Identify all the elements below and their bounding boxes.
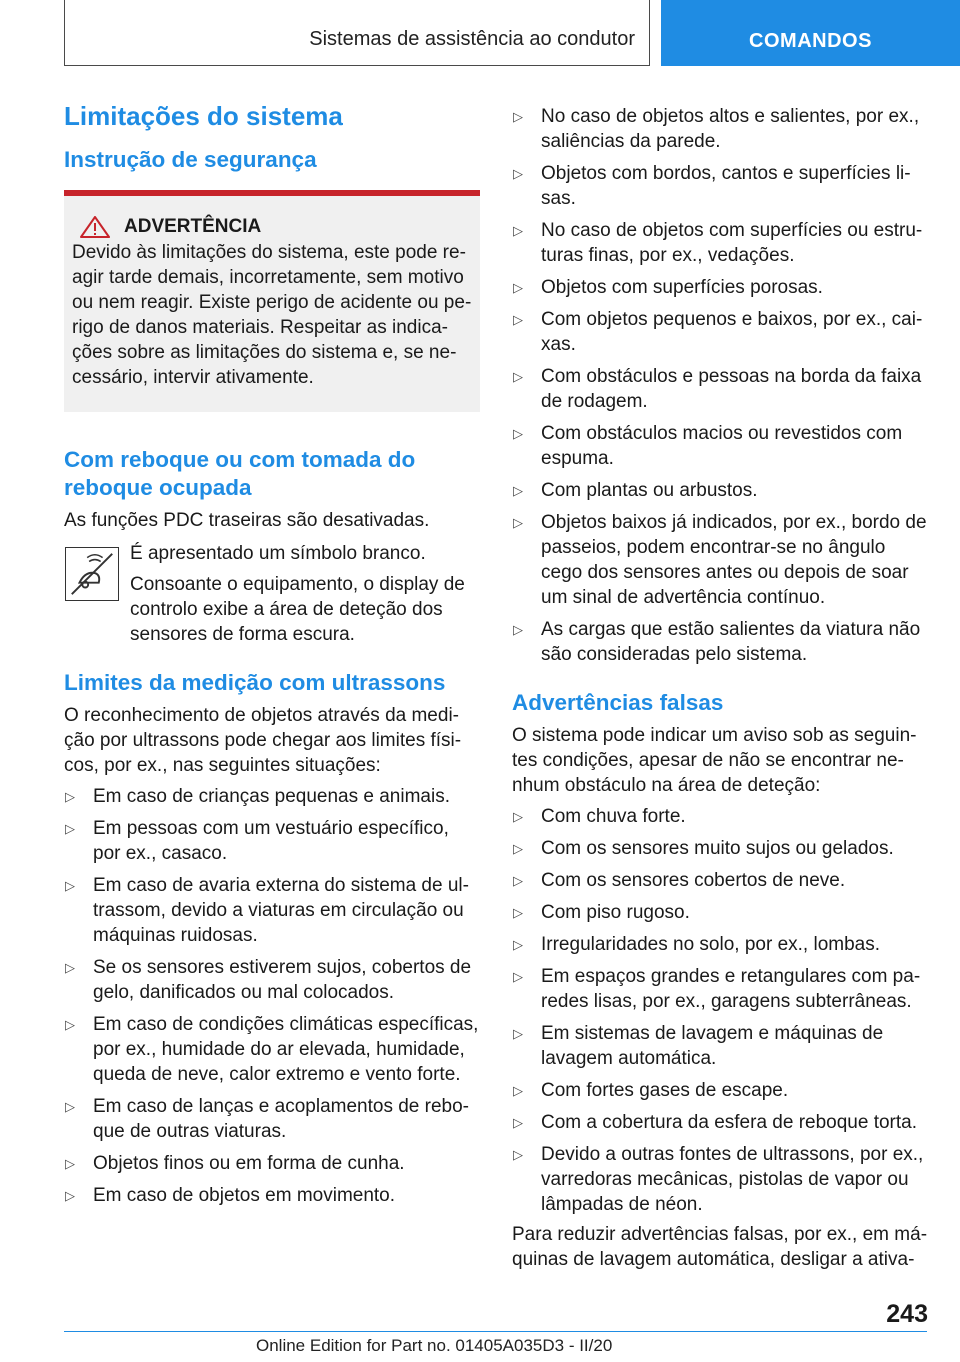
- list-item: [512, 868, 927, 893]
- page-number: 243: [886, 1300, 928, 1328]
- list-item: [512, 804, 927, 829]
- list-item-text: Objetos com superfícies porosas.: [541, 277, 823, 298]
- list-item: [64, 1151, 480, 1176]
- list-item-text: Objetos baixos já indicados, por ex., bordo de passeios, podem encontrar-se no ângulo cego dos sensores antes ou depois de soar um sinal de advertência contínuo.: [541, 512, 927, 608]
- list-item-text: Em caso de lanças e acoplamentos de reboque de outras viaturas.: [93, 1096, 469, 1142]
- list-item-text: No caso de objetos altos e salientes, por ex., saliências da parede.: [541, 106, 920, 152]
- ultrasonic-intro: O reconhecimento de objetos através da medição por ultrassons pode chegar aos limites físicos, por ex., nas seguintes situações:: [64, 705, 462, 776]
- triangle-right-icon: ▷: [513, 166, 523, 181]
- list-item-text: Em espaços grandes e retangulares com paredes lisas, por ex., garagens subterrâneas.: [541, 966, 921, 1012]
- triangle-right-icon: ▷: [513, 622, 523, 637]
- list-item-text: Em caso de condições climáticas específicas, por ex., humidade do ar elevada, humidade, queda de neve, calor extremo e vento forte.: [93, 1014, 479, 1085]
- triangle-right-icon: ▷: [513, 841, 523, 856]
- list-item: [512, 275, 927, 300]
- list-item: [512, 307, 927, 357]
- triangle-right-icon: ▷: [513, 1115, 523, 1130]
- triangle-right-icon: ▷: [513, 1083, 523, 1098]
- false-warnings-list: [512, 804, 927, 1217]
- triangle-right-icon: ▷: [513, 1026, 523, 1041]
- warning-triangle-icon: [80, 216, 110, 238]
- list-item-text: Em caso de objetos em movimento.: [93, 1185, 396, 1206]
- triangle-right-icon: ▷: [513, 905, 523, 920]
- false-warnings-outro: Para reduzir advertências falsas, por ex., em máquinas de lavagem automática, desligar a ativa-: [512, 1224, 928, 1270]
- list-item: [64, 784, 480, 809]
- list-item: [512, 1021, 927, 1071]
- false-warnings-intro: O sistema pode indicar um aviso sob as seguintes condições, apesar de não se encontrar nenhum obstáculo na área de deteção:: [512, 725, 917, 796]
- triangle-right-icon: ▷: [513, 109, 523, 124]
- list-item-text: Com obstáculos macios ou revestidos com espuma.: [541, 423, 903, 469]
- triangle-right-icon: ▷: [513, 369, 523, 384]
- list-item-text: Se os sensores estiverem sujos, cobertos de gelo, danificados ou mal colocados.: [93, 957, 472, 1003]
- right-column: [512, 100, 927, 1272]
- symbol-paragraph: É apresentado um símbolo branco.: [130, 543, 426, 564]
- warning-box: [64, 190, 480, 412]
- list-item: [64, 873, 480, 948]
- page-title: Limitações do sistema: [64, 101, 343, 131]
- list-item: [512, 161, 927, 211]
- list-item-text: Irregularidades no solo, por ex., lombas.: [541, 934, 881, 955]
- list-item-text: No caso de objetos com superfícies ou estruturas finas, por ex., vedações.: [541, 220, 923, 266]
- triangle-right-icon: ▷: [65, 789, 75, 804]
- header-section-box: [64, 0, 650, 66]
- list-item-text: Objetos finos ou em forma de cunha.: [93, 1153, 405, 1174]
- triangle-right-icon: ▷: [513, 937, 523, 952]
- list-item-text: Devido a outras fontes de ultrassons, por ex., varredoras mecânicas, pistolas de vapor ou lâmpadas de néon.: [541, 1144, 924, 1215]
- left-column: [64, 100, 480, 1215]
- list-item: [512, 510, 927, 610]
- triangle-right-icon: ▷: [513, 483, 523, 498]
- towing-heading: Com reboque ou com tomada do reboque ocupada: [64, 447, 416, 500]
- list-item-text: Em pessoas com um vestuário específico, por ex., casaco.: [93, 818, 449, 864]
- triangle-right-icon: ▷: [513, 280, 523, 295]
- warning-label: ADVERTÊNCIA: [124, 216, 262, 237]
- list-item: [512, 104, 927, 154]
- triangle-right-icon: ▷: [65, 1188, 75, 1203]
- limits-list-continued: [512, 104, 927, 667]
- symbol-block: [64, 541, 480, 647]
- triangle-right-icon: ▷: [513, 312, 523, 327]
- triangle-right-icon: ▷: [513, 515, 523, 530]
- list-item: [512, 218, 927, 268]
- list-item: [512, 1110, 927, 1135]
- warning-header: [72, 216, 472, 238]
- display-paragraph: [64, 572, 480, 647]
- triangle-right-icon: ▷: [65, 1156, 75, 1171]
- list-item: [512, 932, 927, 957]
- triangle-right-icon: ▷: [65, 878, 75, 893]
- triangle-right-icon: ▷: [65, 1017, 75, 1032]
- header-section-title: Sistemas de assistência ao condutor: [309, 28, 635, 50]
- triangle-right-icon: ▷: [513, 223, 523, 238]
- list-item-text: Com a cobertura da esfera de reboque torta.: [541, 1112, 918, 1133]
- list-item: [64, 1094, 480, 1144]
- list-item-text: Com piso rugoso.: [541, 902, 690, 923]
- list-item: [512, 421, 927, 471]
- list-item-text: Com plantas ou arbustos.: [541, 480, 758, 501]
- triangle-right-icon: ▷: [513, 1147, 523, 1162]
- ultrasonic-heading: Limites da medição com ultrassons: [64, 670, 446, 695]
- list-item-text: As cargas que estão salientes da viatura não são consideradas pelo sistema.: [541, 619, 921, 665]
- list-item: [64, 955, 480, 1005]
- list-item-text: Objetos com bordos, cantos e superfícies lisas.: [541, 163, 911, 209]
- list-item-text: Em sistemas de lavagem e máquinas de lavagem automática.: [541, 1023, 884, 1069]
- trailer-sensor-symbol-icon: [65, 547, 119, 601]
- list-item-text: Com obstáculos e pessoas na borda da faixa de rodagem.: [541, 366, 922, 412]
- list-item: [512, 364, 927, 414]
- header-tab: [661, 0, 960, 66]
- list-item: [512, 1078, 927, 1103]
- safety-subtitle: Instrução de segurança: [64, 147, 317, 172]
- triangle-right-icon: ▷: [513, 873, 523, 888]
- list-item: [512, 836, 927, 861]
- towing-paragraph-1: As funções PDC traseiras são desativadas.: [64, 510, 430, 531]
- list-item: [512, 900, 927, 925]
- list-item-text: Com fortes gases de escape.: [541, 1080, 789, 1101]
- list-item: [512, 478, 927, 503]
- list-item: [64, 816, 480, 866]
- footer-divider: [64, 1331, 927, 1332]
- list-item: [512, 1142, 927, 1217]
- list-item: [512, 964, 927, 1014]
- triangle-right-icon: ▷: [65, 1099, 75, 1114]
- list-item: [64, 1183, 480, 1208]
- header-tab-label: COMANDOS: [749, 30, 872, 52]
- triangle-right-icon: ▷: [65, 821, 75, 836]
- list-item-text: Com os sensores cobertos de neve.: [541, 870, 846, 891]
- list-item: [64, 1012, 480, 1087]
- list-item-text: Com chuva forte.: [541, 806, 686, 827]
- ultrasonic-list: [64, 784, 480, 1208]
- list-item-text: Com objetos pequenos e baixos, por ex., caixas.: [541, 309, 923, 355]
- triangle-right-icon: ▷: [513, 426, 523, 441]
- triangle-right-icon: ▷: [513, 969, 523, 984]
- triangle-right-icon: ▷: [513, 809, 523, 824]
- list-item-text: Com os sensores muito sujos ou gelados.: [541, 838, 894, 859]
- list-item: [512, 617, 927, 667]
- list-item-text: Em caso de crianças pequenas e animais.: [93, 786, 450, 807]
- triangle-right-icon: ▷: [65, 960, 75, 975]
- display-paragraph-text: Consoante o equipamento, o display de controlo exibe a área de deteção dos sensores de forma escura.: [130, 574, 465, 645]
- warning-text: Devido às limitações do sistema, este pode reagir tarde demais, incorretamente, sem motivo ou nem reagir. Existe perigo de acidente ou perigo de danos materiais. Respeitar as indicações sobre as limitações do sistema e, se necessário, intervir ativamente.: [72, 242, 472, 388]
- list-item-text: Em caso de avaria externa do sistema de ultrassom, devido a viaturas em circulação ou máquinas ruidosas.: [93, 875, 469, 946]
- footer-edition: Online Edition for Part no. 01405A035D3 - II/20: [256, 1336, 613, 1355]
- false-warnings-heading: Advertências falsas: [512, 690, 724, 715]
